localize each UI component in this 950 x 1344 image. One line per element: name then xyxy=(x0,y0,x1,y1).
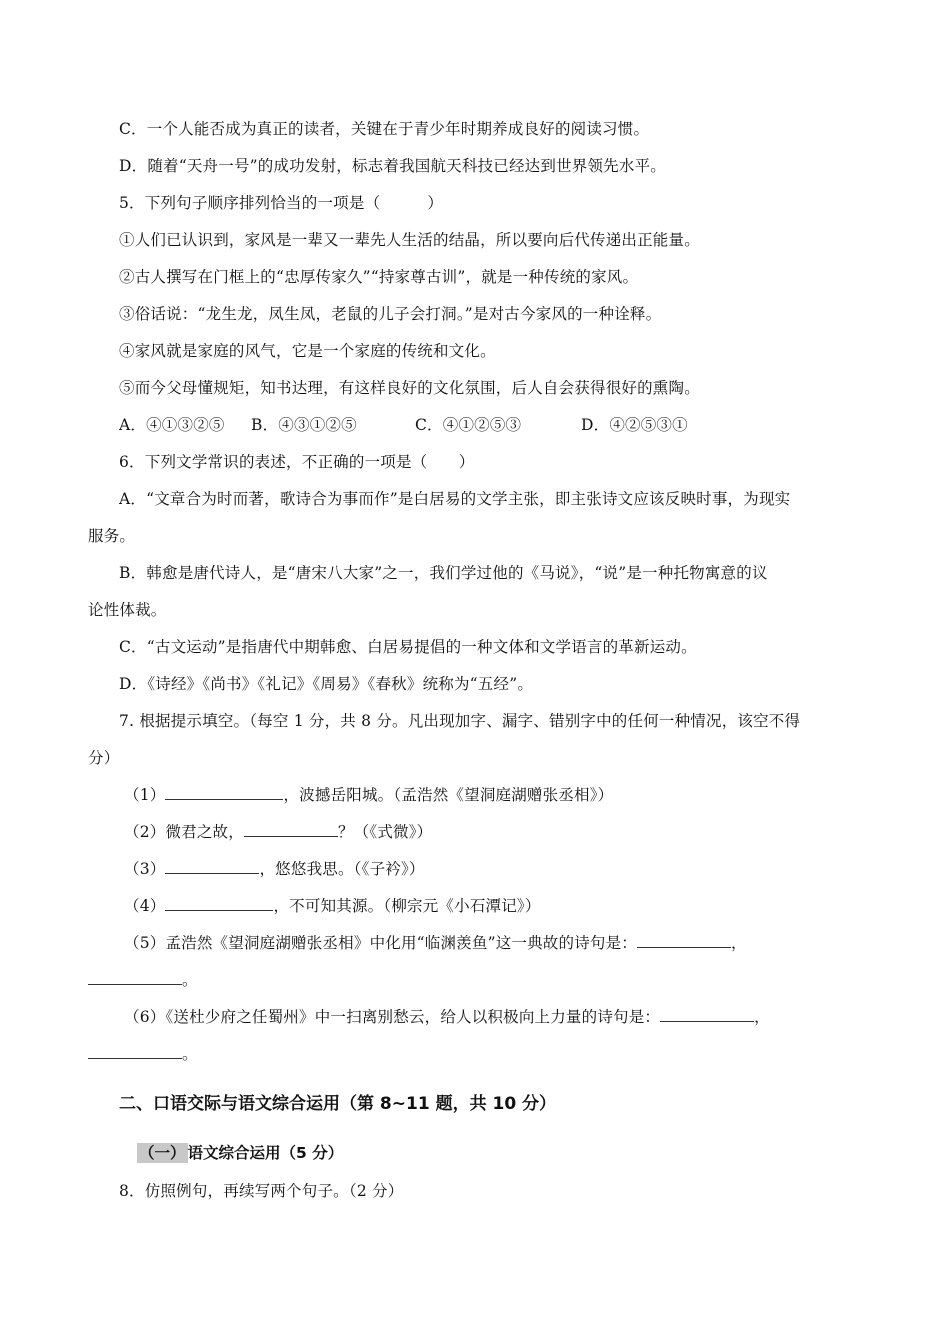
q5-option-c: C．④①②⑤③ xyxy=(415,416,522,434)
q7-stem: 7. 根据提示填空。（每空 1 分，共 8 分。凡出现加字、漏字、错别字中的任何一种情况，该空不得 xyxy=(119,712,801,730)
q8-stem: 8．仿照例句，再续写两个句子。（2 分） xyxy=(119,1182,404,1200)
q6-option-b: B．韩愈是唐代诗人，是“唐宋八大家”之一，我们学过他的《马说》，“说”是一种托物寓意的议 xyxy=(119,564,768,582)
q7-item-6: （6）《送杜少府之任蜀州》中一扫离别愁云，给人以积极向上力量的诗句是： ， xyxy=(124,1008,770,1026)
q7-item-5: （5）孟浩然《望洞庭湖赠张丞相》中化用“临渊羡鱼”这一典故的诗句是： ， xyxy=(124,934,747,952)
q5-option-d: D．④②⑤③① xyxy=(581,416,688,434)
q6-option-d: D．《诗经》《尚书》《礼记》《周易》《春秋》统称为“五经”。 xyxy=(119,675,534,693)
subsection-tag: （一） xyxy=(139,1144,186,1162)
answer-blank[interactable] xyxy=(165,858,259,874)
q5-sentence-3: ③俗话说：“龙生龙，凤生凤，老鼠的儿子会打洞。”是对古今家风的一种诠释。 xyxy=(119,305,662,323)
q6-option-b-cont: 论性体裁。 xyxy=(88,601,167,619)
q5-sentence-1: ①人们已认识到，家风是一辈又一辈先人生活的结晶，所以要向后代传递出正能量。 xyxy=(119,231,700,249)
q4-option-d: D．随着“天舟一号”的成功发射，标志着我国航天科技已经达到世界领先水平。 xyxy=(119,157,666,175)
q7-item-5-cont: 。 xyxy=(88,969,198,991)
q6-option-a: A．“文章合为时而著，歌诗合为事而作”是白居易的文学主张，即主张诗文应该反映时事，为现实 xyxy=(119,490,791,508)
q7-item-6-cont: 。 xyxy=(88,1043,198,1065)
q4-option-c: C．一个人能否成为真正的读者，关键在于青少年时期养成良好的阅读习惯。 xyxy=(119,120,650,138)
q5-sentence-5: ⑤而今父母懂规矩，知书达理，有这样良好的文化氛围，后人自会获得很好的熏陶。 xyxy=(119,379,700,397)
answer-blank[interactable] xyxy=(165,895,273,911)
q5-sentence-2: ②古人撰写在门框上的“忠厚传家久”“持家尊古训”，就是一种传统的家风。 xyxy=(119,268,639,286)
answer-blank[interactable] xyxy=(165,784,283,800)
answer-blank[interactable] xyxy=(244,821,338,837)
q7-item-2: （2）微君之故， ？（《式微》） xyxy=(124,823,433,841)
answer-blank[interactable] xyxy=(88,969,182,985)
q7-item-1: （1） ，波撼岳阳城。（孟浩然《望洞庭湖赠张丞相》） xyxy=(124,786,614,804)
subsection-title: 语文综合运用（5 分） xyxy=(187,1144,344,1162)
answer-blank[interactable] xyxy=(88,1043,182,1059)
q5-option-b: B．④③①②⑤ xyxy=(251,416,357,434)
answer-blank[interactable] xyxy=(660,1006,754,1022)
q6-option-c: C．“古文运动”是指唐代中期韩愈、白居易提倡的一种文体和文学语言的革新运动。 xyxy=(119,638,697,656)
subsection-heading xyxy=(137,1142,343,1164)
q7-item-4: （4） ，不可知其源。（柳宗元《小石潭记》） xyxy=(124,897,541,915)
q5-options xyxy=(119,414,688,436)
q7-stem-cont: 分） xyxy=(88,749,120,767)
section-heading: 二、口语交际与语文综合运用（第 8~11 题，共 10 分） xyxy=(119,1094,557,1114)
q5-option-a: A．④①③②⑤ xyxy=(119,416,225,434)
q5-sentence-4: ④家风就是家庭的风气，它是一个家庭的传统和文化。 xyxy=(119,342,496,360)
q5-stem: 5．下列句子顺序排列恰当的一项是（ ） xyxy=(119,194,444,212)
q6-stem: 6．下列文学常识的表述，不正确的一项是（ ） xyxy=(119,453,475,471)
q7-item-3: （3） ，悠悠我思。（《子衿》） xyxy=(124,860,425,878)
answer-blank[interactable] xyxy=(637,932,731,948)
q6-option-a-cont: 服务。 xyxy=(88,527,136,545)
